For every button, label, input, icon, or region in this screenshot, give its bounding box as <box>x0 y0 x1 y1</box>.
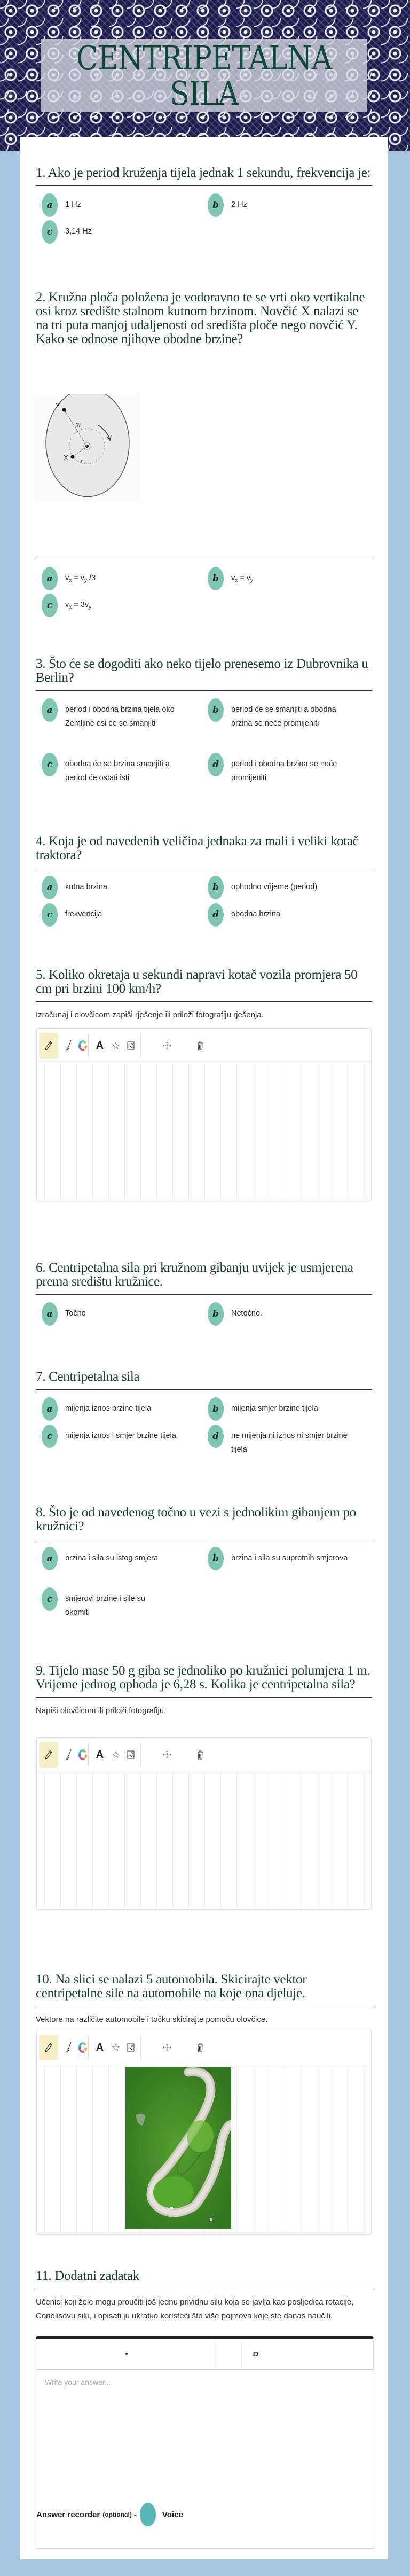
question-3 <box>36 657 372 789</box>
option-badge: b <box>208 1397 224 1421</box>
option-a[interactable] <box>36 1397 199 1421</box>
answer-recorder <box>36 2503 183 2526</box>
record-voice-button[interactable] <box>140 2503 156 2526</box>
question-instructions: Učenici koji žele mogu proučiti još jednu prividnu silu koja se javlja kao posljedica rotacije, Coriolisovu silu, i opisati ju ukratko koristeći što više pojmova koje ste danas naučili. <box>36 2298 354 2321</box>
recorder-voice-label: Voice <box>162 2510 183 2519</box>
question-8 <box>36 1506 372 1622</box>
option-badge: a <box>42 698 58 722</box>
move-icon <box>163 1041 171 1050</box>
option-badge: c <box>42 1587 58 1611</box>
brush-icon <box>66 1040 72 1052</box>
option-badge: c <box>42 903 58 927</box>
trash-icon <box>197 1041 203 1050</box>
option-badge: c <box>42 220 58 244</box>
recorder-dash: - <box>133 2510 137 2519</box>
question-title: 3. Što će se dogoditi ako neko tijelo prenesemo iz Dubrovnika u Berlin? <box>36 657 372 691</box>
brush-icon <box>66 2042 72 2053</box>
question-title: 11. Dodatni zadatak <box>36 2269 372 2289</box>
image-icon <box>127 1041 135 1050</box>
question-10 <box>36 1973 372 2027</box>
image-icon <box>127 1750 135 1759</box>
option-badge: a <box>42 1547 58 1570</box>
move-tool-button[interactable] <box>157 1033 177 1059</box>
option-b[interactable] <box>202 698 365 730</box>
option-badge: a <box>42 1397 58 1421</box>
question-7 <box>36 1370 372 1456</box>
option-text: ne mijenja ni iznos ni smjer brzine tijela <box>231 1431 348 1454</box>
special-characters-button[interactable] <box>248 2339 264 2368</box>
option-text: 2 Hz <box>231 200 247 209</box>
image-icon <box>127 2043 135 2052</box>
option-a[interactable] <box>36 193 199 217</box>
option-text: mijenja iznos brzine tijela <box>65 1404 152 1413</box>
pencil-tool-button[interactable] <box>39 2035 58 2060</box>
color-picker-button[interactable] <box>73 2035 92 2060</box>
option-text: period će se smanjiti a obodna brzina se neće promijeniti <box>231 705 336 728</box>
option-b[interactable] <box>202 1397 365 1421</box>
star-icon: ☆ <box>111 1040 121 1051</box>
question-instructions: Napiši olovčicom ili priloži fotografiju. <box>36 1706 167 1715</box>
svg-text:r: r <box>81 457 83 465</box>
pencil-icon <box>44 1040 53 1051</box>
move-tool-button[interactable] <box>157 1742 177 1768</box>
svg-text:X: X <box>64 454 68 462</box>
question-4 <box>36 835 372 929</box>
option-badge: c <box>42 594 58 617</box>
option-badge: d <box>208 903 224 927</box>
option-text: $v_x = 3v_y$ <box>65 601 92 610</box>
question-title: 2. Kružna ploča položena je vodoravno te se vrti oko vertikalne osi kroz središte stalnom kutnom brzinom. Novčić X nalazi se na tri puta manjoj udaljenosti od središta ploče nego novčić Y. Kako se odnose njihove obodne brzine? <box>36 290 365 346</box>
option-badge: b <box>208 193 224 217</box>
drawing-canvas-q10[interactable] <box>36 2030 372 2235</box>
question-title: 8. Što je od navedenog točno u vezi s jednolikim gibanjem po kružnici? <box>36 1506 372 1539</box>
drawing-toolbar <box>37 1738 371 1772</box>
question-6 <box>36 1261 372 1329</box>
question-title: 1. Ako je period kruženja tijela jednak 1 sekundu, frekvencija je: <box>36 166 372 186</box>
option-d[interactable] <box>202 903 365 927</box>
toolbar-divider <box>88 2036 89 2059</box>
option-a[interactable] <box>36 567 199 590</box>
option-b[interactable] <box>202 1302 365 1326</box>
pencil-tool-button[interactable] <box>39 1033 58 1059</box>
page-title-line-2: SILA <box>169 73 239 113</box>
question-2 <box>36 291 372 352</box>
trash-icon <box>197 2043 203 2052</box>
star-icon: ☆ <box>111 1749 121 1760</box>
question-title: 7. Centripetalna sila <box>36 1370 372 1390</box>
question-11 <box>36 2269 372 2323</box>
text-icon: A <box>96 2041 104 2053</box>
option-b[interactable] <box>202 567 365 590</box>
question-title: 4. Koja je od navedenih veličina jednaka za mali i veliki kotač traktora? <box>36 835 372 868</box>
option-text: $v_x = v_y$ /3 <box>65 574 96 583</box>
rotating-disc-diagram <box>34 394 140 501</box>
option-text: smjerovi brzine i sile su okomiti <box>65 1594 145 1617</box>
text-icon: A <box>96 1748 104 1761</box>
drawing-area[interactable] <box>37 1063 371 1201</box>
drawing-area[interactable] <box>37 1772 371 1909</box>
question-2-answers <box>36 559 372 620</box>
option-badge: b <box>208 567 224 590</box>
star-icon: ☆ <box>111 2042 121 2053</box>
option-a[interactable] <box>36 876 199 899</box>
option-badge: d <box>208 753 224 776</box>
option-text: period i obodna brzina se neće promijeniti <box>231 760 337 782</box>
chevron-down-icon: ▾ <box>125 2351 128 2357</box>
option-a[interactable] <box>36 1547 199 1570</box>
option-text: brzina i sila su suprotnih smjerova <box>231 1554 348 1562</box>
page-title-line-1: CENTRIPETALNA <box>76 38 332 77</box>
format-dropdown[interactable] <box>36 2339 217 2368</box>
drawing-area[interactable] <box>37 2065 371 2234</box>
color-picker-button[interactable] <box>73 1742 92 1768</box>
insert-image-button[interactable] <box>121 1033 140 1059</box>
winding-road-photo <box>125 2067 231 2229</box>
option-badge: b <box>208 1302 224 1326</box>
question-title: 6. Centripetalna sila pri kružnom gibanju uvijek je usmjerena prema središtu kružnice. <box>36 1261 372 1295</box>
header-banner <box>0 0 410 151</box>
question-title: 5. Koliko okretaja u sekundi napravi kotač vozila promjera 50 cm pri brzini 100 km/h? <box>36 968 372 1002</box>
svg-text:Y: Y <box>56 402 60 410</box>
editor-toolbar-spacer <box>217 2339 242 2368</box>
option-text: frekvencija <box>65 910 102 919</box>
move-icon <box>163 2043 171 2052</box>
option-text: brzina i sila su istog smjera <box>65 1554 159 1562</box>
option-badge: a <box>42 193 58 217</box>
option-badge: a <box>42 876 58 899</box>
option-d[interactable] <box>202 1425 365 1457</box>
option-text: period i obodna brzina tijela oko Zemljine osi će se smanjiti <box>65 705 175 728</box>
color-wheel-icon <box>78 1749 87 1760</box>
option-a[interactable] <box>36 1302 199 1326</box>
color-wheel-icon <box>78 1040 87 1051</box>
recorder-label: Answer recorder <box>36 2510 100 2519</box>
question-title: 10. Na slici se nalazi 5 automobila. Skicirajte vektor centripetalne sile na automobile na koje ona djeluje. <box>36 1973 372 2006</box>
option-text: mijenja smjer brzine tijela <box>231 1404 318 1413</box>
option-text: mijenja iznos i smjer brzine tijela <box>65 1431 176 1440</box>
pencil-icon <box>44 1749 53 1760</box>
pencil-tool-button[interactable] <box>39 1742 58 1768</box>
question-5 <box>36 968 372 1022</box>
option-badge: a <box>42 1302 58 1326</box>
option-badge: b <box>208 698 224 722</box>
option-c[interactable] <box>36 903 199 927</box>
drawing-canvas-q9[interactable] <box>36 1737 372 1910</box>
option-badge: d <box>208 1425 224 1448</box>
color-wheel-icon <box>78 2042 87 2053</box>
clear-canvas-button[interactable] <box>191 1742 210 1768</box>
option-c[interactable] <box>36 1425 199 1448</box>
option-text: 1 Hz <box>65 200 81 209</box>
option-a[interactable] <box>36 698 199 730</box>
option-c[interactable] <box>36 1587 199 1620</box>
question-title: 9. Tijelo mase 50 g giba se jednoliko po kružnici polumjera 1 m. Vrijeme jednog ophoda je 6,28 s. Kolika je centripetalna sila? <box>36 1664 372 1698</box>
recorder-optional: (optional) <box>102 2511 132 2518</box>
option-text: $v_x = v_y$ <box>231 574 254 583</box>
clear-canvas-button[interactable] <box>191 1033 210 1059</box>
option-b[interactable] <box>202 1547 365 1570</box>
clear-canvas-button[interactable] <box>191 2035 210 2060</box>
option-text: kutna brzina <box>65 883 107 891</box>
question-instructions: Vektore na različite automobile i točku skicirajte pomoću olovčice. <box>36 2015 268 2024</box>
toolbar-divider <box>140 1743 141 1766</box>
option-c[interactable] <box>36 753 199 785</box>
option-text: 3,14 Hz <box>65 227 92 236</box>
option-d[interactable] <box>202 753 365 785</box>
toolbar-divider <box>88 1743 89 1766</box>
insert-image-button[interactable] <box>121 2035 140 2060</box>
option-text: Točno <box>65 1309 86 1318</box>
option-text: Netočno. <box>231 1309 263 1318</box>
option-c[interactable] <box>36 220 199 244</box>
option-text: ophodno vrijeme (period) <box>231 883 318 891</box>
text-icon: A <box>96 1039 104 1052</box>
option-b[interactable] <box>202 193 365 217</box>
toolbar-divider <box>140 1034 141 1057</box>
drawing-toolbar <box>37 1029 371 1063</box>
option-badge: a <box>42 567 58 590</box>
drawing-canvas-q5[interactable] <box>36 1028 372 1201</box>
question-1 <box>36 166 372 247</box>
option-badge: b <box>208 1547 224 1570</box>
brush-icon <box>66 1749 72 1761</box>
toolbar-divider <box>88 1034 89 1057</box>
editor-toolbar <box>36 2339 373 2370</box>
question-instructions: Izračunaj i olovčicom zapiši rješenje ili priloži fotografiju rješenja. <box>36 1010 264 1019</box>
option-text: obodna će se brzina smanjiti a period će ostati isti <box>65 760 170 782</box>
omega-icon: Ω <box>253 2349 259 2358</box>
trash-icon <box>197 1750 203 1760</box>
option-badge: c <box>42 753 58 776</box>
svg-text:3r: 3r <box>75 422 81 429</box>
move-tool-button[interactable] <box>157 2035 177 2060</box>
option-text: obodna brzina <box>231 910 280 919</box>
pencil-icon <box>44 2042 53 2053</box>
question-9 <box>36 1664 372 1718</box>
option-badge: b <box>208 876 224 899</box>
drawing-toolbar <box>37 2030 371 2065</box>
option-c[interactable] <box>36 594 199 617</box>
toolbar-divider <box>140 2036 141 2059</box>
insert-image-button[interactable] <box>121 1742 140 1768</box>
color-picker-button[interactable] <box>73 1033 92 1059</box>
option-badge: c <box>42 1425 58 1448</box>
title-box <box>41 39 367 112</box>
option-b[interactable] <box>202 876 365 899</box>
move-icon <box>163 1750 171 1760</box>
